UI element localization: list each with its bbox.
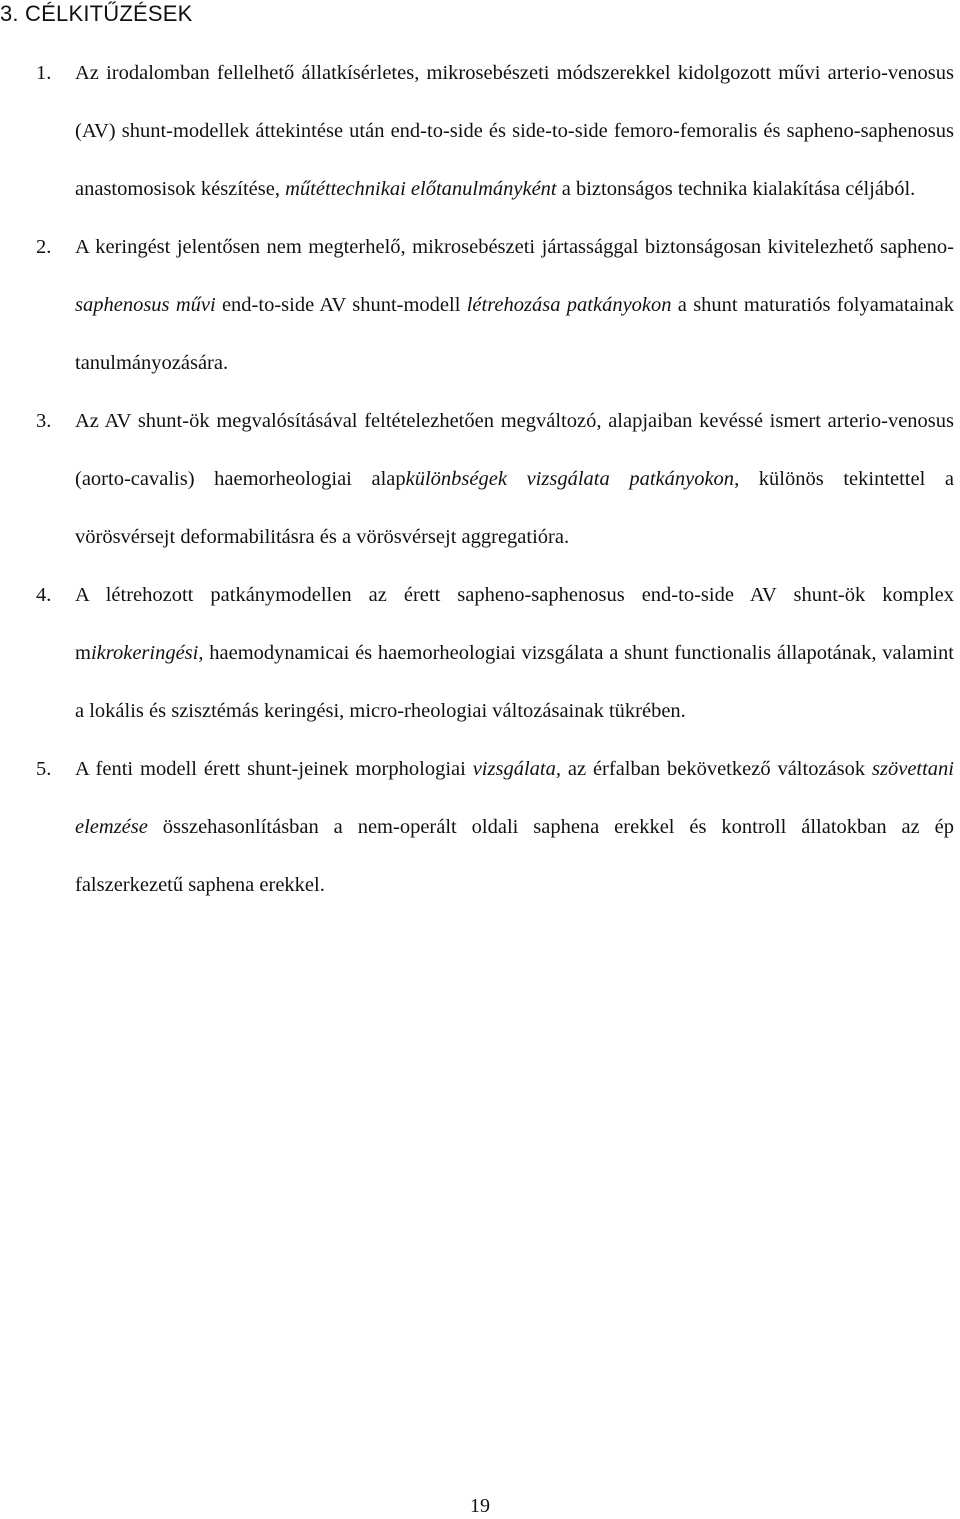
italic-text-run: műtéttechnikai előtanulmányként: [285, 178, 557, 200]
text-run: end-to-side AV shunt-modell: [215, 294, 467, 316]
text-run: A fenti modell érett shunt-jeinek morphologiai: [75, 758, 473, 780]
italic-text-run: különbségek vizsgálata patkányokon: [405, 468, 735, 490]
objective-text-5: [75, 758, 954, 896]
text-run: a biztonságos technika kialakítása céljából.: [556, 178, 916, 200]
text-run: a shunt maturatiós folyamatainak tanulmányozására.: [75, 294, 954, 374]
text-run: , haemodynamicai és haemorheologiai vizsgálata a shunt functionalis állapotának, valamint a lokális és szisztémás keringési, micro-rheologiai változásainak tükrében.: [75, 642, 954, 722]
italic-text-run: szövettani elemzése: [75, 758, 955, 838]
objective-number: 2.: [36, 236, 52, 258]
objective-text-4: [75, 584, 954, 722]
objective-item-1: [0, 44, 960, 218]
objective-item-2: [0, 218, 960, 392]
objective-item-5: [0, 740, 960, 914]
italic-text-run: ikrokeringési: [90, 642, 199, 664]
objective-text-2: [75, 236, 954, 374]
objective-text-3: [75, 410, 954, 548]
objective-item-4: [0, 566, 960, 740]
objective-number: 5.: [36, 758, 52, 780]
objective-item-3: [0, 392, 960, 566]
objective-number: 3.: [36, 410, 52, 432]
objective-number: 4.: [36, 584, 52, 606]
text-run: az érfalban bekövetkező változások: [560, 758, 873, 780]
text-run: összehasonlításban a nem-operált oldali saphena erekkel és kontroll állatokban az ép falszerkezetű saphena erekkel.: [75, 816, 954, 896]
text-run: A keringést jelentősen nem megterhelő, mikrosebészeti jártassággal biztonságosan kivitelezhető sapheno-: [75, 236, 954, 258]
text-run: Az irodalomban fellelhető állatkísérletes, mikrosebészeti módszerekkel kidolgozott művi arterio-venosus (AV) shunt-modellek áttekintése után end-to-side és side-to-side femoro-femoralis és sapheno-saphenosus anastomosisok készítése,: [75, 62, 954, 200]
objective-number: 1.: [36, 62, 52, 84]
italic-text-run: vizsgálata,: [472, 758, 561, 780]
italic-text-run: létrehozása patkányokon: [466, 294, 672, 316]
text-run: , különös tekintettel a vörösvérsejt deformabilitásra és a vörösvérsejt aggregatióra.: [75, 468, 955, 548]
text-run: A létrehozott patkánymodellen az érett sapheno-saphenosus end-to-side AV shunt-ök komplex m: [75, 584, 954, 664]
page-number: 19: [470, 1495, 490, 1517]
objective-text-1: [75, 62, 954, 200]
text-run: Az AV shunt-ök megvalósításával feltételezhetően megváltozó, alapjaiban kevéssé ismert arterio-venosus (aorto-cavalis) haemorheologiai alap: [75, 410, 954, 490]
objectives-list: [0, 44, 960, 914]
italic-text-run: saphenosus művi: [75, 294, 216, 316]
section-heading: 3. CÉLKITŰZÉSEK: [0, 1, 193, 26]
